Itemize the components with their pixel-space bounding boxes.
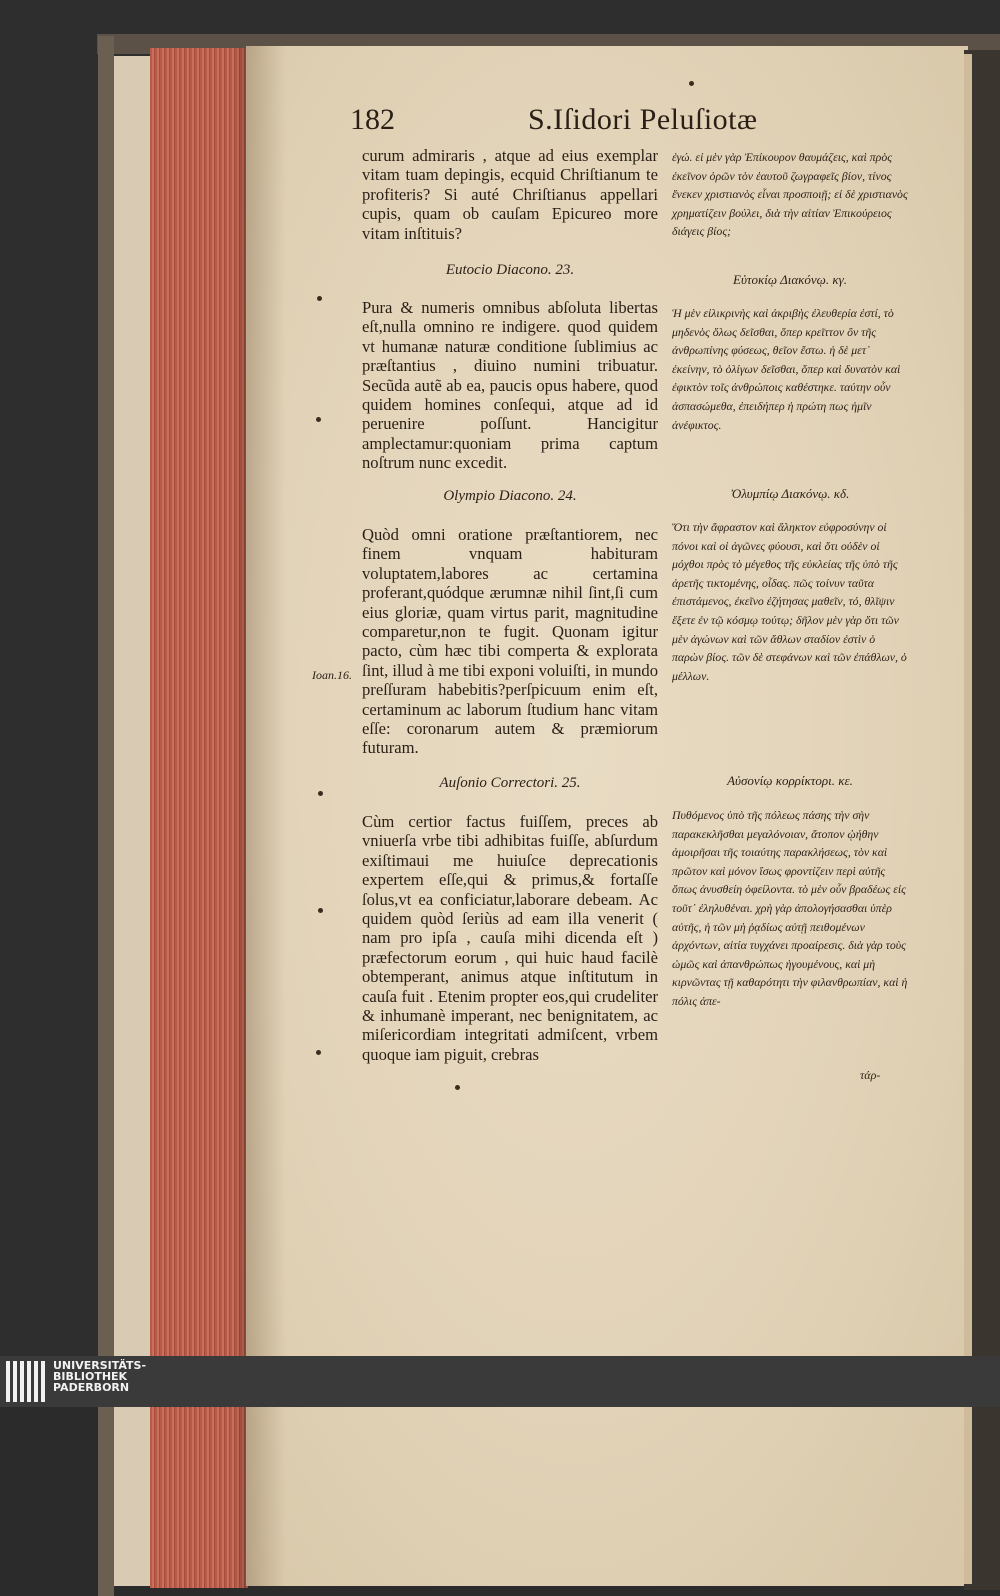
greek-letter-25	[672, 806, 908, 1011]
latin-letter-23-text: Pura & numeris omnibus abſoluta libertas eſt,nulla omnino re indigere. quod quidem vt humanæ naturæ conditione ſublimius ac præſtantius , diuino numini tribuatur. Secũda autẽ ab ea, paucis opus habere, quod quidem homines conſequi, atque ad id peruenire poſſunt. Hancigitur amplectamur:quoniam prima captum noſtrum nunc excedit.	[362, 298, 658, 473]
page-number: 182	[350, 103, 395, 136]
latin-letter-23	[362, 298, 658, 473]
catchword: τάρ-	[860, 1068, 881, 1082]
library-name-line2: BIBLIOTHEK	[53, 1370, 128, 1383]
right-leaf-edge	[964, 54, 972, 1584]
running-title: S.Iſidori Peluſiotæ	[528, 103, 758, 136]
library-logo-icon	[6, 1361, 46, 1402]
sewing-hole	[455, 1085, 460, 1090]
latin-intro	[362, 146, 658, 243]
latin-letter-24-text: Quòd omni oratione præſtantiorem, nec finem vnquam habituram voluptatem,labores ac certamina proferant,quódque ærumnæ nihil ſint,ſi cum eius gloriæ, quam virtus parit, magnitudine comparetur,non te fugit. Quonam igitur pacto, cùm hæc tibi comperta & explorata ſint, illud à me tibi exponi voluiſti, in mundo preſſuram habebitis?perſpicuum enim eſt, certaminum ac laborum ſtudium hanc vitam eſſe: coronarum autem & præmiorum futuram.	[362, 525, 658, 758]
latin-heading-23: Eutocio Diacono. 23.	[445, 262, 575, 278]
greek-heading-23: Εὐτοκίῳ Διακόνῳ. κγ.	[733, 272, 847, 287]
latin-heading-24: Olympio Diacono. 24.	[443, 488, 577, 504]
latin-heading-25: Auſonio Correctori. 25.	[439, 775, 581, 791]
latin-letter-25-text: Cùm certior factus fuiſſem, preces ab vniuerſa vrbe tibi adhibitas fuiſſe, abſurdum exiſtimaui me huiuſce deprecationis expertem eſſe,qui & primus,& fortaſſe ſolus,vt ea conficiatur,laborare debeam. Ac quidem quòd ſeriùs ad eam illa venerit ( nam pro ipſa , cauſa mihi dicenda eſt ) præfectorum eorum , qui huic haud facilè obtemperant, animus atque inſtitutum in cauſa fuit . Etenim propter eos,qui crudeliter & inhumanè imperant, nec benignitatem, ac miſericordiam integritati admiſcent, vrbem quoque iam piguit, crebras	[362, 812, 658, 1064]
greek-heading-25: Αὐσονίῳ κορρίκτορι. κε.	[727, 773, 853, 788]
sewing-hole	[317, 296, 322, 301]
sewing-hole	[689, 81, 694, 86]
greek-letter-24	[672, 518, 908, 685]
latin-letter-25	[362, 812, 658, 1064]
gutter-shadow	[246, 46, 286, 1586]
margin-note: Ioan.16.	[312, 668, 352, 682]
library-name-line1: UNIVERSITÄTS-	[53, 1359, 147, 1372]
sewing-hole	[316, 1050, 321, 1055]
latin-letter-24	[362, 525, 658, 758]
sewing-hole	[318, 908, 323, 913]
sewing-hole	[318, 791, 323, 796]
greek-letter-24-text: Ὅτι τὴν ἄφραστον καὶ ἄληκτον εὐφροσύνην οἱ πόνοι καὶ οἱ ἀγῶνες φύουσι, καὶ ὅτι οὐδὲν οἱ μόχθοι πρὸς τὸ μέγεθος τῆς εὐκλείας τῆς ὑπὸ τῆς ἀρετῆς τικτομένης, οἶδας. πῶς τοίνυν ταῦτα ἐπιστάμενος, ἐκεῖνο ἐζήτησας μαθεῖν, τό, θλῖψιν ἕξετε ἐν τῷ κόσμῳ τούτῳ; δῆλον μὲν γὰρ ὅτι τῶν μὲν ἀγώνων καὶ τῶν ἄθλων σταδίον ἐστὶν ὁ παρὼν βίος. τῶν δὲ στεφάνων καὶ τῶν ἐπάθλων, ὁ μέλλων.	[672, 520, 907, 683]
sewing-hole	[316, 417, 321, 422]
greek-letter-23-text: Ἡ μὲν εἰλικρινὴς καὶ ἀκριβὴς ἐλευθερία ἐστί, τὸ μηδενὸς ὅλως δεῖσθαι, ὅπερ κρεῖττον ὂν τῆς ἀνθρωπίνης φύσεως, θεῖον ἔστω. ἡ δὲ μετ᾽ ἐκείνην, τὸ ὀλίγων δεῖσθαι, ὅπερ καὶ δυνατὸν καὶ ἐφικτὸν τοῖς ἀνθρώποις καθέστηκε. ταύτην οὖν ἀσπασώμεθα, ἐπειδήπερ ἡ πρώτη πως ἡμῖν ἀνέφικτος.	[672, 306, 901, 432]
library-name	[53, 1360, 146, 1393]
greek-letter-23	[672, 304, 908, 434]
greek-intro-text: ἐγώ. εἰ μὲν γὰρ Ἐπίκουρον θαυμάζεις, καὶ πρὸς ἐκεῖνον ὁρῶν τὸν ἑαυτοῦ ζωγραφεῖς βίον, τίνος ἕνεκεν χριστιανὸς εἶναι προσποιῇ; εἰ δὲ χριστιανὸς χρηματίζειν βούλει, διὰ τὴν αἰτίαν Ἐπικούρειος διάγεις βίος;	[672, 150, 908, 239]
library-name-line3: PADERBORN	[53, 1381, 130, 1394]
greek-letter-25-text: Πυθόμενος ὑπὸ τῆς πόλεως πάσης τὴν σὴν παρακεκλῆσθαι μεγαλόνοιαν, ἄτοπον ᾠήθην ἀμοιρῆσαι τῆς τοιαύτης παρακλήσεως, τὸν καὶ πρῶτον καὶ μόνον ἴσως φροντίζειν περὶ αὐτῆς ὅπως ἀνυσθείη ὀφείλοντα. τὸ μὲν οὖν βραδέως εἰς τοῦτ᾽ ἐληλυθέναι. χρὴ γὰρ ἀπολογήσασθαι ὑπὲρ αὐτῆς, ἡ τῶν μὴ ῥᾳδίως αὐτῇ πειθομένων ἀρχόντων, αἰτία τυγχάνει προαίρεσις. διὰ γὰρ τοὺς ὠμῶς καὶ ἀπανθρώπως ἡγουμένους, καὶ μὴ κιρνῶντας τῇ καθαρότητι τὴν φιλανθρωπίαν, καὶ ἡ πόλις ἀπε-	[672, 808, 908, 1008]
greek-intro	[672, 148, 908, 241]
latin-intro-text: curum admiraris , atque ad eius exemplar vitam tuam depingis, ecquid Chriſtianum te profiteris? Si auté Chriſtianus appellari cupis, quam ob cauſam Epicureo more vitam inſtituis?	[362, 146, 658, 243]
library-footer	[0, 1356, 1000, 1407]
running-head	[350, 103, 890, 143]
greek-heading-24: Ὀλυμπίῳ Διακόνῳ. κδ.	[730, 486, 850, 501]
